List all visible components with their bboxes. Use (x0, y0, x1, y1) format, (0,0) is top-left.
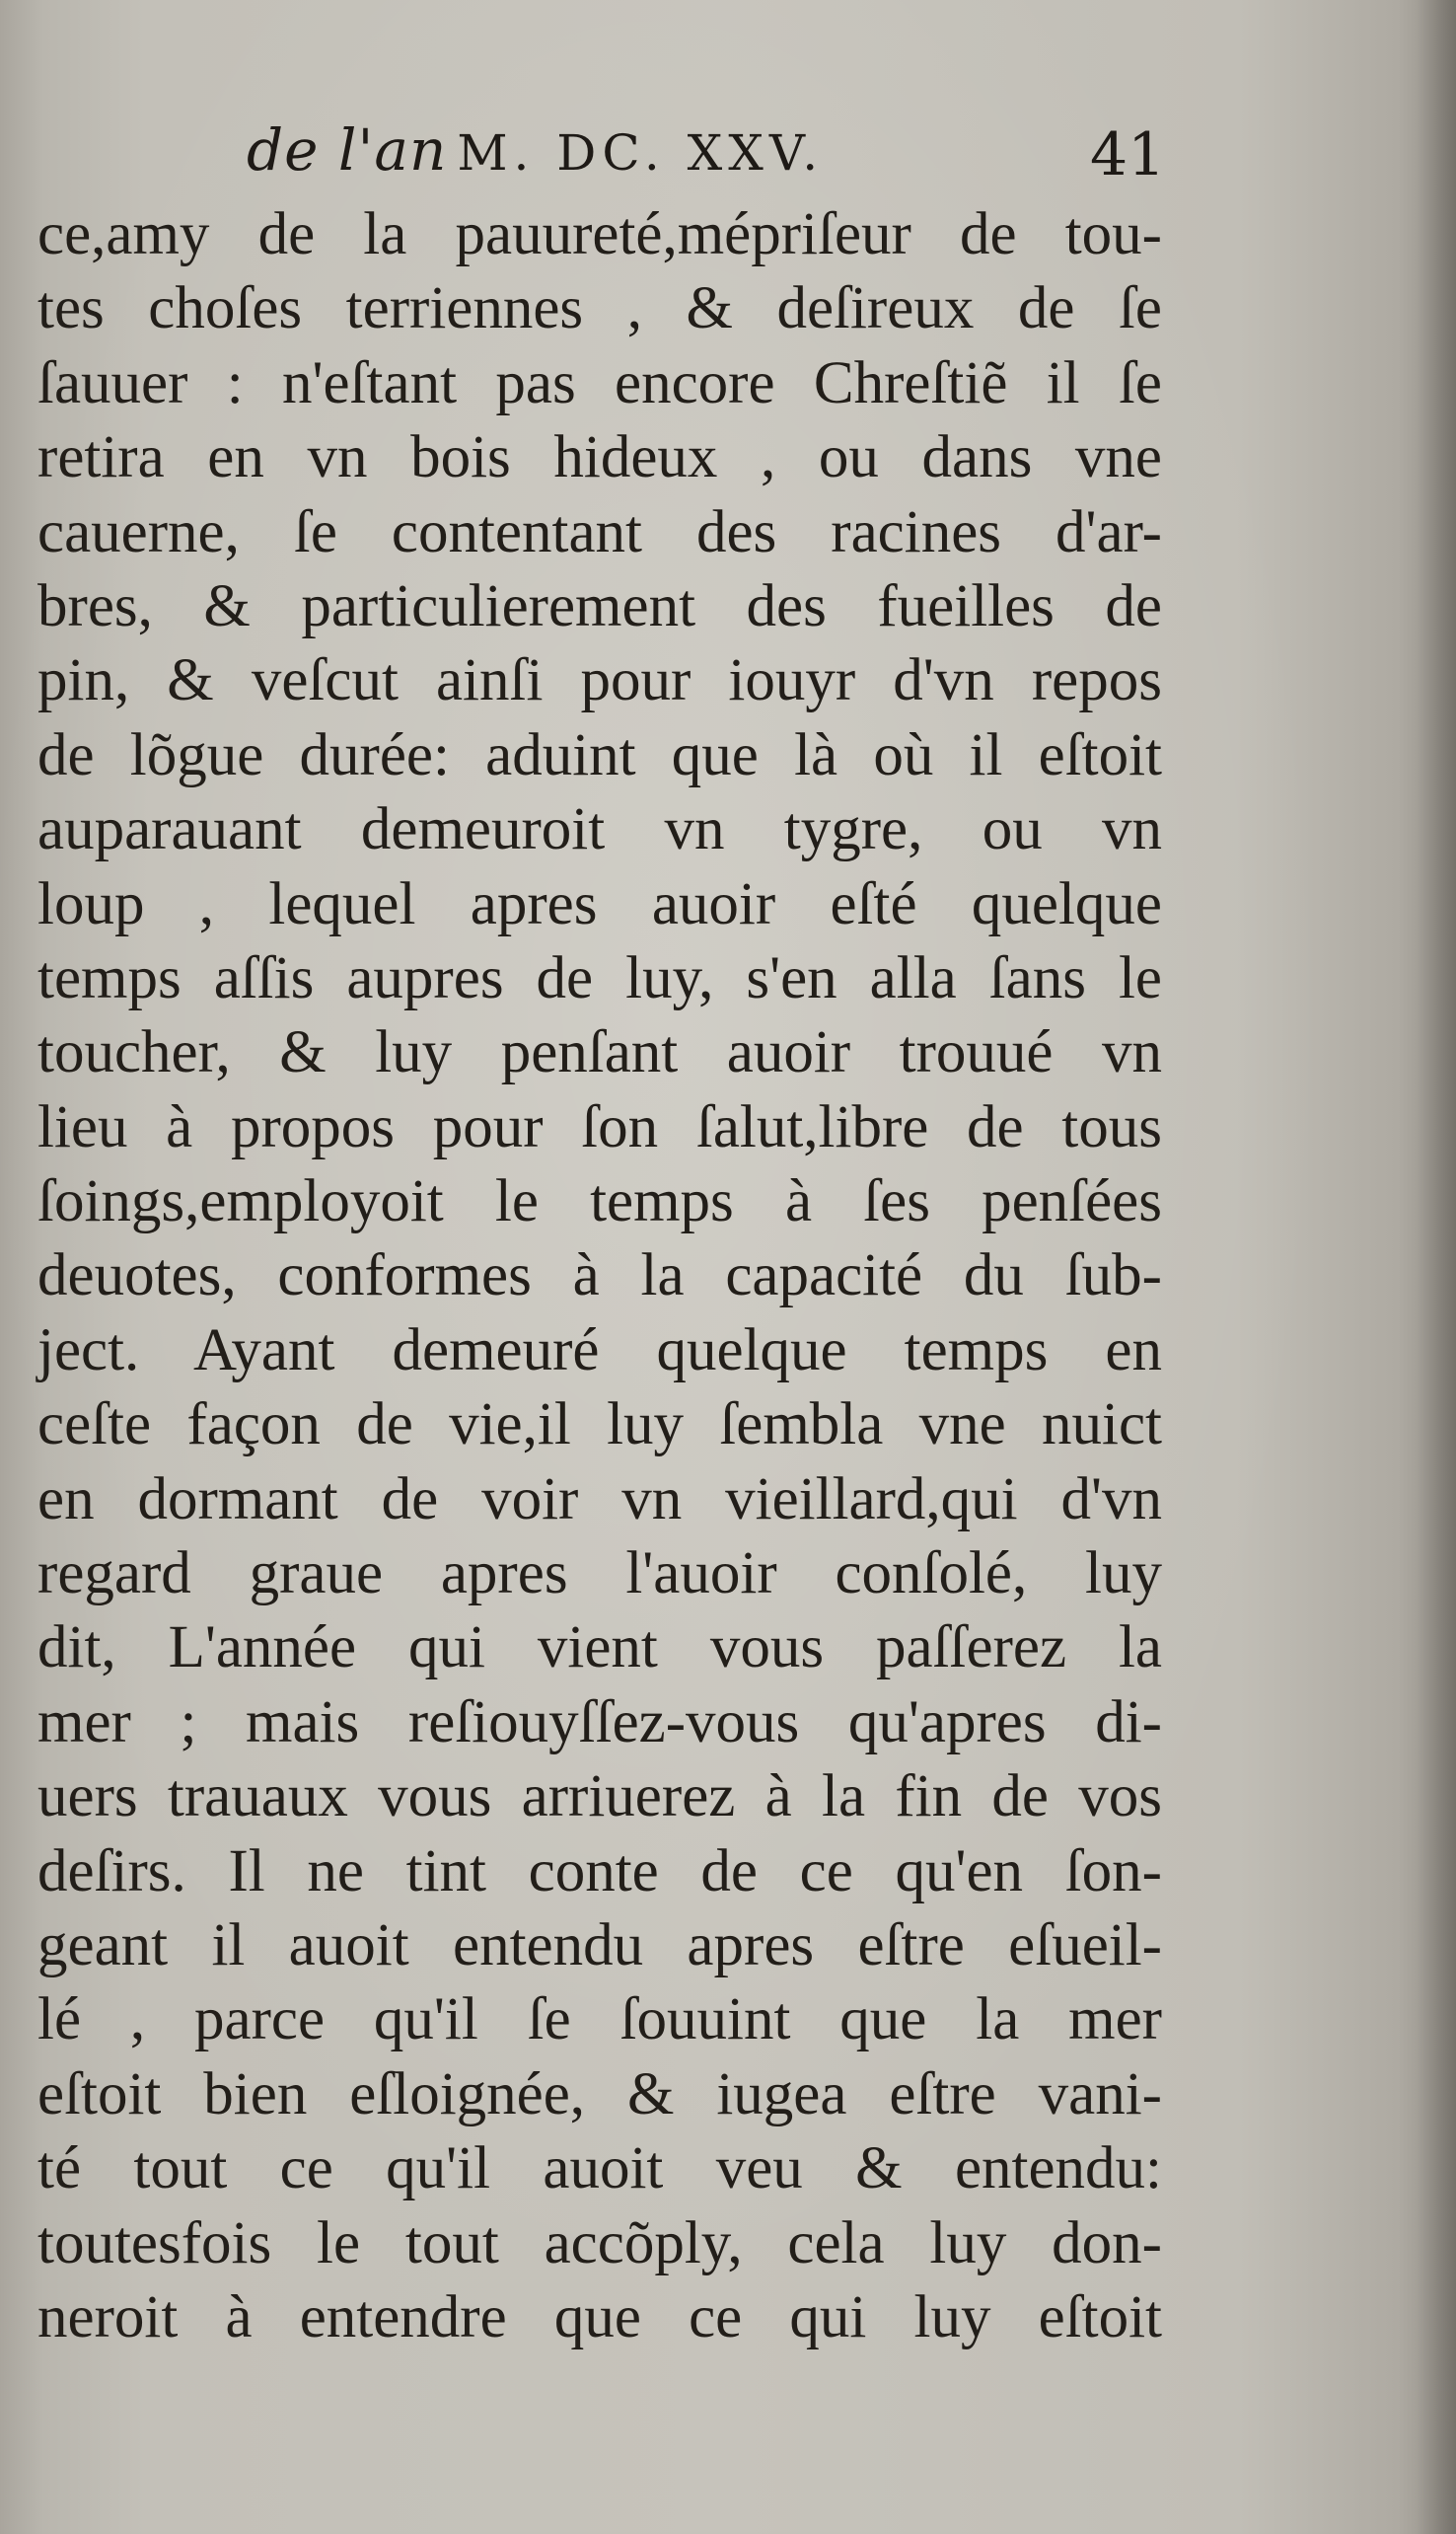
text-line: ſoings,employoit le temps à ſes penſées (37, 1168, 1162, 1235)
text-line: ce,amy de la pauureté,mépriſeur de tou- (37, 201, 1162, 267)
text-line: ceſte façon de vie,il luy ſembla vne nuict (37, 1391, 1162, 1458)
text-line: lé , parce qu'il ſe ſouuint que la mer (37, 1986, 1162, 2053)
running-head-year: M. DC. XXV. (457, 124, 825, 182)
text-line: mer ; mais reſiouyſſez-vous qu'apres di- (37, 1688, 1162, 1755)
text-line: toutesfois le tout accõply, cela luy don- (37, 2209, 1162, 2276)
text-line: dit, L'année qui vient vous paſſerez la (37, 1614, 1162, 1681)
text-line: regard graue apres l'auoir conſolé, luy (37, 1540, 1162, 1607)
text-line: deuotes, conformes à la capacité du ſub- (37, 1242, 1162, 1309)
text-line: bres, & particulierement des fueilles de (37, 572, 1162, 639)
text-line: temps aſſis aupres de luy, s'en alla ſans le (37, 944, 1162, 1011)
text-line: retira en vn bois hideux , ou dans vne (37, 424, 1162, 491)
text-line: ſauuer : n'eſtant pas encore Chreſtiẽ il ſe (37, 349, 1162, 416)
text-line: loup , lequel apres auoir eſté quelque (37, 870, 1162, 937)
text-line: geant il auoit entendu apres eſtre eſueil- (37, 1911, 1162, 1978)
text-line: uers trauaux vous arriuerez à la fin de vos (37, 1763, 1162, 1830)
text-line: eſtoit bien eſloignée, & iugea eſtre vani- (37, 2060, 1162, 2127)
running-head (247, 116, 1164, 205)
text-line: té tout ce qu'il auoit veu & entendu: (37, 2135, 1162, 2202)
running-head-italic: de l'an (247, 116, 448, 184)
text-line: deſirs. Il ne tint conte de ce qu'en ſon- (37, 1837, 1162, 1904)
text-line: de lõgue durée: aduint que là où il eſtoit (37, 721, 1162, 788)
text-line: lieu à propos pour ſon ſalut,libre de tous (37, 1093, 1162, 1160)
text-line: toucher, & luy penſant auoir trouué vn (37, 1019, 1162, 1086)
text-line: pin, & veſcut ainſi pour iouyr d'vn repos (37, 647, 1162, 714)
text-line: neroit à entendre que ce qui luy eſtoit (37, 2283, 1162, 2350)
page-edge-shadow (1417, 0, 1456, 2534)
body-text (37, 197, 1162, 2354)
text-line: tes choſes terriennes , & deſireux de ſe (37, 275, 1162, 342)
text-line: cauerne, ſe contentant des racines d'ar- (37, 498, 1162, 565)
text-line: ject. Ayant demeuré quelque temps en (37, 1316, 1162, 1383)
text-line: auparauant demeuroit vn tygre, ou vn (37, 796, 1162, 863)
text-line: en dormant de voir vn vieillard,qui d'vn (37, 1465, 1162, 1532)
page-number: 41 (1090, 120, 1166, 189)
